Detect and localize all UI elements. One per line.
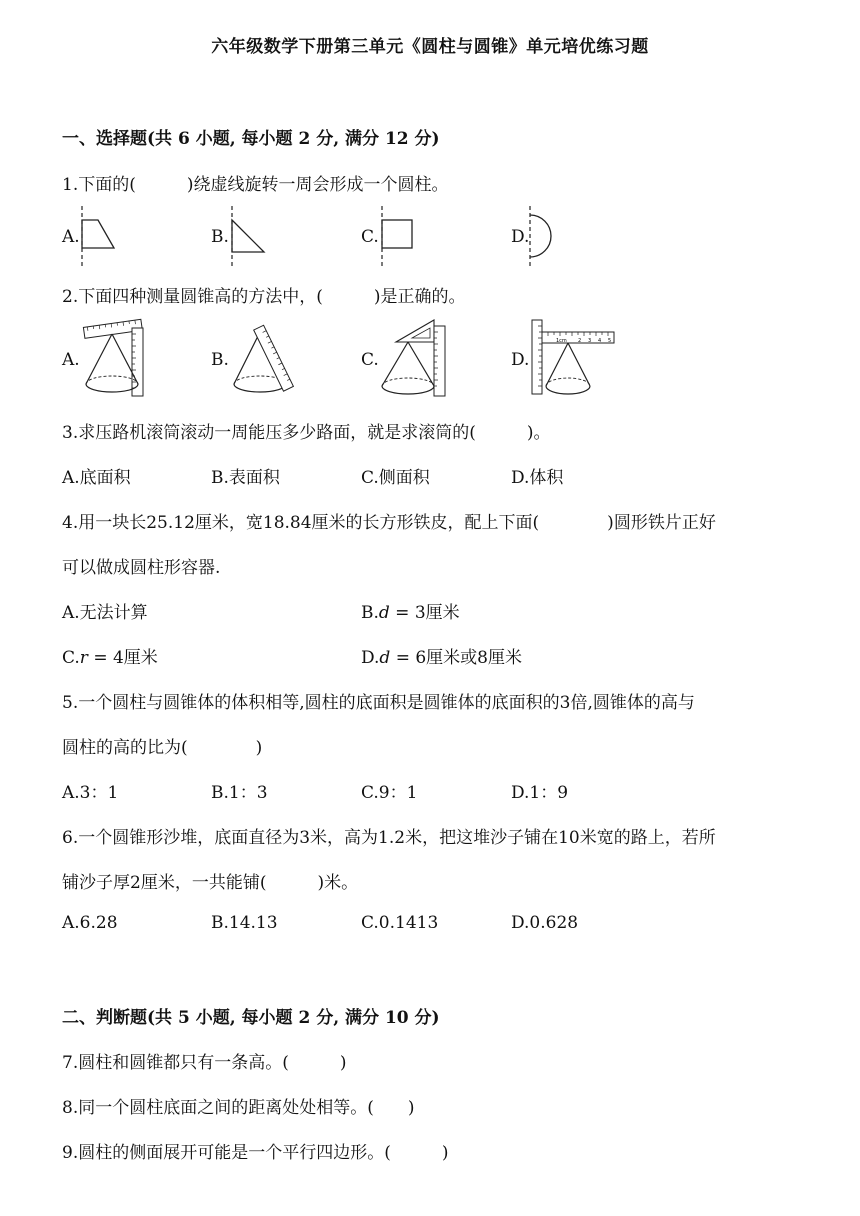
q2-option-a-label[interactable]: A. [62, 350, 80, 370]
question-3: 3.求压路机滚筒滚动一周能压多少路面，就是求滚筒的( )。 [62, 423, 551, 443]
question-4-line-2: 可以做成圆柱形容器. [62, 558, 221, 578]
cone-icon [382, 342, 434, 394]
q4-option-a[interactable]: A.无法计算 [62, 603, 148, 623]
q4-option-b[interactable]: B.𝑑 = 3厘米 [361, 603, 460, 623]
q3-option-b[interactable]: B.表面积 [211, 468, 280, 488]
q6-option-c[interactable]: C.0.1413 [361, 913, 439, 933]
q3-option-a[interactable]: A.底面积 [62, 468, 131, 488]
question-5-line-1: 5.一个圆柱与圆锥体的体积相等,圆柱的底面积是圆锥体的底面积的3倍,圆锥体的高与 [62, 693, 695, 713]
q1-option-a-label[interactable]: A. [62, 227, 80, 247]
semicircle-figure [524, 204, 568, 268]
ruler-tick-5: 5 [608, 338, 612, 344]
question-6-line-1: 6.一个圆锥形沙堆，底面直径为3米，高为1.2米，把这堆沙子铺在10米宽的路上，若所 [62, 828, 716, 848]
q3-option-c[interactable]: C.侧面积 [361, 468, 430, 488]
q5-option-d[interactable]: D.1：9 [511, 783, 569, 803]
ruler-tick-4: 4 [598, 338, 602, 344]
triangle-ruler-icon [396, 320, 434, 342]
cone-icon [86, 334, 138, 392]
ruler-tick-2: 2 [578, 338, 582, 344]
q6-option-d[interactable]: D.0.628 [511, 913, 579, 933]
question-1: 1.下面的( )绕虚线旋转一周会形成一个圆柱。 [62, 175, 449, 195]
cone-measure-d [528, 316, 620, 400]
cone-icon [546, 343, 590, 394]
q1-option-c-label[interactable]: C. [361, 227, 379, 247]
q5-option-b[interactable]: B.1：3 [211, 783, 268, 803]
q4-option-c[interactable]: C.𝑟 = 4厘米 [62, 648, 158, 668]
right-triangle-figure [226, 204, 270, 268]
question-4-line-1: 4.用一块长25.12厘米，宽18.84厘米的长方形铁皮，配上下面( )圆形铁片正好 [62, 513, 716, 533]
section-heading-choice: 一、选择题(共 6 小题, 每小题 2 分, 满分 12 分) [62, 129, 440, 149]
q2-option-c-label[interactable]: C. [361, 350, 379, 370]
page-title: 六年级数学下册第三单元《圆柱与圆锥》单元培优练习题 [211, 37, 649, 57]
q6-option-b[interactable]: B.14.13 [211, 913, 278, 933]
ruler-icon [532, 320, 542, 394]
ruler-icon [254, 325, 294, 391]
question-2: 2.下面四种测量圆锥高的方法中，( )是正确的。 [62, 287, 466, 307]
q1-option-b-label[interactable]: B. [211, 227, 229, 247]
q6-option-a[interactable]: A.6.28 [62, 913, 118, 933]
q2-option-b-label[interactable]: B. [211, 350, 229, 370]
question-9: 9.圆柱的侧面展开可能是一个平行四边形。( ) [62, 1143, 449, 1163]
cone-measure-b [228, 318, 302, 400]
q1-option-d-label[interactable]: D. [511, 227, 530, 247]
ruler-icon [434, 326, 445, 396]
cone-measure-c [376, 318, 450, 400]
question-8: 8.同一个圆柱底面之间的距离处处相等。( ) [62, 1098, 415, 1118]
q4-option-d[interactable]: D.𝑑 = 6厘米或8厘米 [361, 648, 522, 668]
ruler-unit-label: 1cm [556, 338, 567, 344]
q5-option-a[interactable]: A.3：1 [62, 783, 119, 803]
q3-option-d[interactable]: D.体积 [511, 468, 564, 488]
ruler-tick-3: 3 [588, 338, 592, 344]
cone-measure-a [78, 318, 152, 400]
q2-option-d-label[interactable]: D. [511, 350, 530, 370]
trapezoid-figure [76, 204, 120, 268]
question-6-line-2: 铺沙子厚2厘米，一共能铺( )米。 [62, 873, 359, 893]
section-heading-judge: 二、判断题(共 5 小题, 每小题 2 分, 满分 10 分) [62, 1008, 440, 1028]
rectangle-figure [376, 204, 420, 268]
question-7: 7.圆柱和圆锥都只有一条高。( ) [62, 1053, 347, 1073]
q5-option-c[interactable]: C.9：1 [361, 783, 418, 803]
question-5-line-2: 圆柱的高的比为( ) [62, 738, 263, 758]
